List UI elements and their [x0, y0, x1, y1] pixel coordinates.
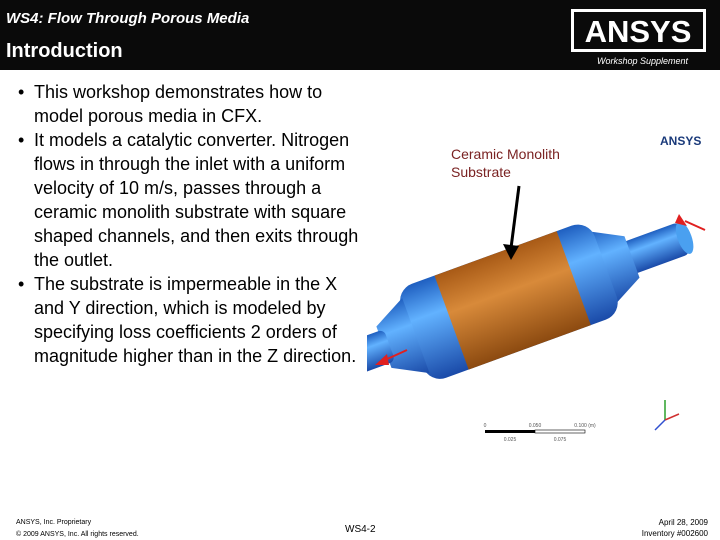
footer-inventory: Inventory #002600: [641, 529, 708, 538]
callout-arrow: [511, 186, 519, 248]
substrate-callout-label: [451, 145, 560, 181]
mini-ansys-logo: [660, 134, 706, 148]
scale-bar-left: [485, 430, 535, 433]
header-bar: [0, 0, 720, 70]
callout-line: Substrate: [451, 164, 511, 180]
scale-tick-label: 0.025: [503, 437, 517, 443]
axis-x: [665, 414, 679, 420]
mini-logo-text: ANSYS: [660, 134, 702, 148]
bullet-item: • The substrate is impermeable in the X and Y direction, which is modeled by specifying loss coefficients 2 orders of magnitude higher than in the Z direction.: [18, 272, 363, 368]
page-title: Introduction: [6, 40, 123, 62]
callout-line: Ceramic Monolith: [451, 146, 560, 162]
footer-copyright: [16, 517, 139, 540]
workshop-title: WS4: Flow Through Porous Media: [6, 10, 250, 27]
scale-tick-label: 0.050: [528, 423, 542, 429]
scale-tick-label: 0.100 (m): [574, 423, 596, 429]
ansys-logo: [571, 9, 706, 52]
logo-text: ANSYS: [584, 14, 692, 49]
scale-tick-label: 0: [483, 423, 487, 429]
footer-proprietary: ANSYS, Inc. Proprietary: [16, 519, 92, 526]
footer-rights: © 2009 ANSYS, Inc. All rights reserved.: [16, 531, 139, 538]
bullet-item: • This workshop demonstrates how to model porous media in CFX.: [18, 80, 363, 128]
scale-tick-label: 0.075: [553, 437, 567, 443]
axis-z: [655, 420, 665, 430]
footer-date-inventory: [642, 517, 708, 539]
footer-date: April 28, 2009: [658, 518, 708, 527]
bullet-item: • It models a catalytic converter. Nitrogen flows in through the inlet with a uniform velocity of 10 m/s, passes through a ceramic monolith substrate with square shaped channels, and then exits through the outlet.: [18, 128, 363, 272]
scale-bar-right: [535, 430, 585, 433]
slide-number: WS4-2: [345, 524, 376, 535]
bullet-list: [18, 80, 363, 368]
workshop-supplement-label: Workshop Supplement: [596, 56, 688, 66]
